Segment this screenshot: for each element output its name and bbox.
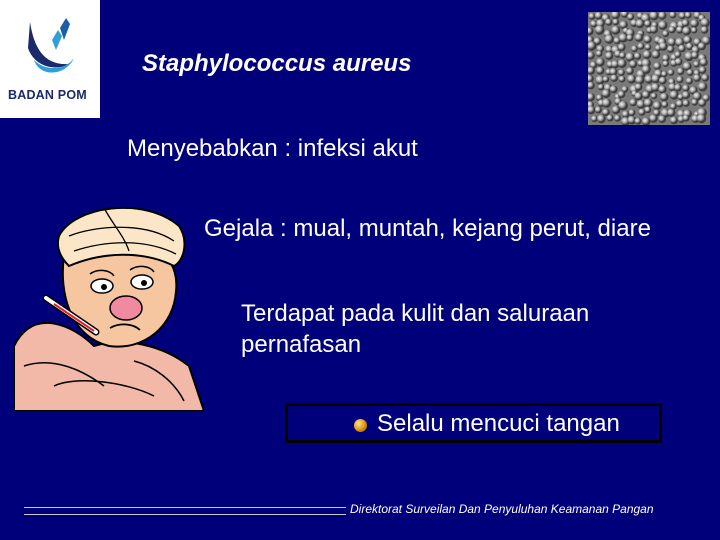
coccus-cell (598, 84, 604, 90)
coccus-cell (701, 18, 710, 27)
coccus-cell (619, 52, 626, 59)
coccus-cell (668, 69, 675, 76)
coccus-cell (661, 71, 667, 77)
coccus-cell (595, 25, 605, 35)
badan-pom-logo (0, 0, 100, 118)
coccus-cell (588, 82, 595, 90)
coccus-cell (698, 42, 706, 50)
coccus-cell (588, 93, 595, 101)
coccus-cell (652, 50, 660, 58)
coccus-cell (602, 89, 611, 98)
coccus-cell (690, 19, 699, 28)
coccus-cell (611, 75, 618, 82)
coccus-cell (662, 30, 669, 37)
coccus-cell (701, 26, 709, 34)
coccus-cell (676, 100, 684, 108)
coccus-cell (682, 91, 690, 99)
coccus-cell (650, 26, 658, 34)
coccus-cell (626, 34, 633, 41)
coccus-cell (614, 115, 621, 122)
sick-person-cartoon (14, 196, 204, 411)
coccus-cell (596, 50, 603, 57)
coccus-cell (649, 114, 657, 122)
logo-text: BADAN POM (8, 88, 87, 102)
coccus-cell (653, 101, 662, 110)
coccus-cell (668, 26, 675, 33)
coccus-cell (634, 92, 642, 100)
coccus-cell (613, 19, 620, 26)
coccus-cell (626, 67, 634, 75)
slide-title: Staphylococcus aureus (142, 50, 412, 77)
coccus-cell (658, 85, 666, 93)
coccus-cell (610, 86, 618, 94)
coccus-cell (691, 27, 697, 33)
coccus-cell (686, 78, 693, 85)
coccus-cell (642, 91, 650, 99)
coccus-cell (618, 69, 625, 76)
coccus-cell (603, 76, 610, 83)
coccus-cell (611, 26, 620, 35)
coccus-cell (618, 43, 626, 51)
prevention-box (285, 403, 662, 443)
location-text: Terdapat pada kulit dan saluraan pernafasan (241, 300, 590, 358)
coccus-cell (642, 65, 651, 74)
coccus-cell (635, 83, 643, 91)
footer-divider (24, 507, 346, 515)
coccus-cell (698, 82, 707, 91)
coccus-cell (630, 99, 638, 107)
coccus-cell (635, 118, 642, 125)
coccus-cell (663, 60, 670, 67)
coccus-cell (668, 38, 677, 47)
coccus-cell (618, 91, 625, 98)
coccus-cell (595, 12, 603, 20)
coccus-cell (682, 19, 690, 27)
coccus-cell (605, 52, 613, 60)
coccus-cell (596, 67, 604, 75)
coccus-cell (659, 42, 668, 51)
coccus-cell (629, 60, 637, 68)
coccus-cell (674, 84, 682, 92)
coccus-cell (619, 76, 626, 83)
coccus-cell (682, 27, 691, 36)
coccus-cell (635, 33, 643, 41)
coccus-cell (644, 99, 653, 108)
coccus-cell (597, 115, 606, 124)
coccus-cell (612, 106, 620, 114)
coccus-cell (667, 109, 675, 117)
coccus-cell (596, 58, 605, 67)
micrograph-graphic (588, 12, 710, 125)
coccus-cell (678, 45, 686, 53)
coccus-cell (651, 93, 657, 99)
coccus-cell (643, 50, 652, 59)
coccus-cell (595, 106, 602, 113)
coccus-cell (687, 69, 694, 76)
coccus-cell (659, 77, 667, 85)
cause-text: Menyebabkan : infeksi akut (127, 135, 418, 162)
coccus-cell (662, 101, 669, 108)
coccus-cell (644, 20, 651, 27)
coccus-cell (658, 12, 666, 20)
coccus-cell (702, 74, 710, 82)
coccus-cell (669, 12, 676, 18)
coccus-cell (653, 62, 661, 70)
coccus-cell (691, 99, 698, 106)
coccus-cell (634, 53, 641, 60)
coccus-cell (629, 109, 636, 116)
coccus-cell (670, 116, 678, 124)
coccus-cell (670, 90, 679, 99)
coccus-cell (682, 85, 689, 92)
prevention-text: Selalu mencuci tangan (377, 410, 620, 437)
sphere-bullet-icon (354, 419, 367, 432)
coccus-cell (675, 51, 682, 58)
coccus-cell (685, 12, 692, 19)
coccus-cell (644, 35, 652, 43)
coccus-cell (658, 115, 666, 123)
coccus-cell (589, 13, 596, 20)
coccus-cell (591, 116, 598, 123)
coccus-cell (627, 75, 636, 84)
coccus-cell (642, 117, 651, 125)
coccus-cell (622, 111, 630, 119)
coccus-cell (588, 106, 596, 115)
coccus-cell (645, 44, 651, 50)
coccus-cell (667, 46, 674, 53)
coccus-cell (660, 93, 669, 102)
coccus-cell (602, 98, 611, 107)
footer-text: Direktorat Surveilan Dan Penyuluhan Keamanan Pangan (350, 502, 654, 516)
coccus-cell (700, 58, 708, 66)
coccus-cell (675, 58, 683, 66)
coccus-cell (697, 114, 706, 123)
coccus-cell (691, 52, 698, 59)
coccus-cell (658, 21, 667, 30)
coccus-cell (636, 19, 645, 28)
coccus-cell (588, 27, 594, 35)
coccus-cell (699, 66, 706, 73)
coccus-cell (683, 115, 690, 122)
coccus-cell (683, 100, 690, 107)
coccus-cell (631, 45, 638, 52)
coccus-cell (645, 106, 652, 113)
coccus-cell (693, 61, 700, 68)
coccus-cell (605, 35, 614, 44)
coccus-cell (605, 19, 612, 26)
coccus-cell (677, 68, 684, 75)
coccus-cell (651, 74, 660, 83)
coccus-cell (635, 76, 644, 85)
coccus-cell (693, 74, 701, 82)
coccus-cell (649, 12, 658, 20)
coccus-cell (611, 12, 620, 19)
coccus-cell (618, 59, 627, 68)
bacteria-micrograph (588, 12, 710, 125)
coccus-cell (698, 99, 706, 107)
symptoms-text: Gejala : mual, muntah, kejang perut, diare (204, 215, 651, 242)
coccus-cell (627, 13, 634, 20)
coccus-cell (607, 115, 614, 122)
coccus-cell (588, 52, 595, 60)
coccus-cell (676, 76, 683, 83)
coccus-cell (637, 43, 644, 50)
